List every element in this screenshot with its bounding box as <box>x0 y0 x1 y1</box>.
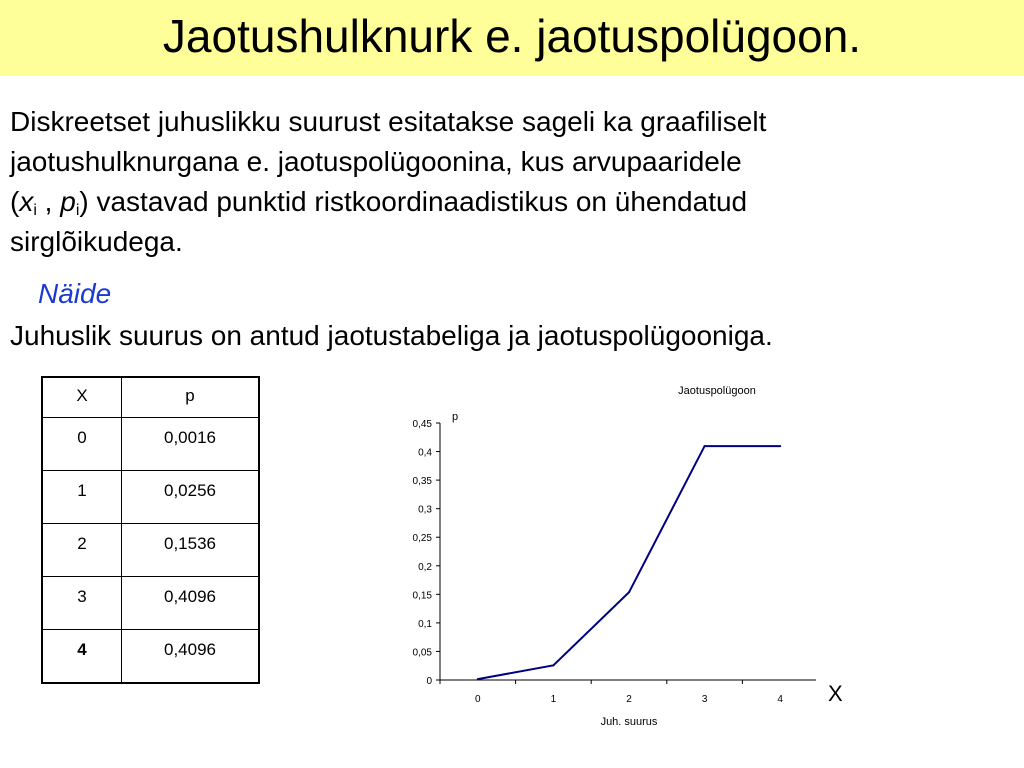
description-paragraph <box>10 102 1010 262</box>
x-tick-label: 4 <box>777 694 783 705</box>
y-tick-label: 0,3 <box>418 504 432 516</box>
y-tick-label: 0 <box>426 676 432 687</box>
chart-title: Jaotuspolügoon <box>678 385 756 397</box>
data-point <box>628 591 630 593</box>
table-cell-x: 0 <box>42 418 122 471</box>
table-cell-p: 0,0256 <box>122 471 260 524</box>
y-tick-label: 0,25 <box>412 533 432 545</box>
table-cell-p: 0,0016 <box>122 418 260 471</box>
x-tick-label: 3 <box>701 694 708 705</box>
y-tick-label: 0,2 <box>418 561 432 573</box>
table-row <box>42 524 259 577</box>
data-point <box>779 445 781 447</box>
paragraph-line-1: Diskreetset juhuslikku suurust esitatakse sageli ka graafiliselt <box>10 106 767 137</box>
table-header-x: X <box>42 377 122 418</box>
data-point <box>704 445 706 447</box>
table-row <box>42 577 259 630</box>
y-tick-label: 0,35 <box>412 476 432 488</box>
var-p-subscript: i <box>75 202 80 219</box>
paragraph-line-2: jaotushulknurgana e. jaotuspolügoonina, kus arvupaaridele <box>10 146 742 177</box>
table-cell-x: 2 <box>42 524 122 577</box>
var-p: p <box>60 186 76 217</box>
var-x: x <box>19 186 34 217</box>
y-tick-label: 0,1 <box>418 618 432 630</box>
paragraph-line-3-rest: ) vastavad punktid ristkoordinaadistikus on ühendatud <box>79 186 748 217</box>
example-text: Juhuslik suurus on antud jaotustabeliga ja jaotuspolügooniga. <box>10 320 773 351</box>
paragraph-line-3 <box>10 182 1010 222</box>
table-row <box>42 418 259 471</box>
table-header-row <box>42 377 259 418</box>
y-axis-label: p <box>452 411 459 423</box>
table-header-p: p <box>122 377 260 418</box>
table-cell-x: 1 <box>42 471 122 524</box>
example-label: Näide <box>38 278 112 309</box>
x-tick-label: 1 <box>550 694 557 705</box>
y-tick-label: 0,45 <box>412 419 432 430</box>
table-row <box>42 630 259 684</box>
page-title: Jaotushulknurk e. jaotuspolügoon. <box>162 10 862 62</box>
table-cell-p: 0,4096 <box>122 630 260 684</box>
var-x-subscript: i <box>33 202 37 219</box>
x-tick-label: 0 <box>475 694 481 705</box>
polygon-chart <box>396 376 816 736</box>
table-cell-x: 4 <box>42 630 122 684</box>
table-row <box>42 471 259 524</box>
distribution-table <box>41 376 260 684</box>
table-cell-p: 0,4096 <box>122 577 260 630</box>
paren-open: ( <box>10 186 20 217</box>
data-point <box>477 678 479 680</box>
y-tick-label: 0,05 <box>412 647 432 659</box>
series-line <box>478 446 780 679</box>
x-tick-label: 2 <box>626 694 632 705</box>
y-tick-label: 0,15 <box>412 590 432 602</box>
paragraph-line-4: sirglõikudega. <box>10 226 183 257</box>
x-axis-marker: X <box>828 681 843 706</box>
y-tick-label: 0,4 <box>418 447 432 459</box>
x-axis-label: Juh. suurus <box>600 716 658 728</box>
table-cell-x: 3 <box>42 577 122 630</box>
data-point <box>552 664 554 666</box>
pair-separator: , <box>36 186 61 217</box>
table-cell-p: 0,1536 <box>122 524 260 577</box>
